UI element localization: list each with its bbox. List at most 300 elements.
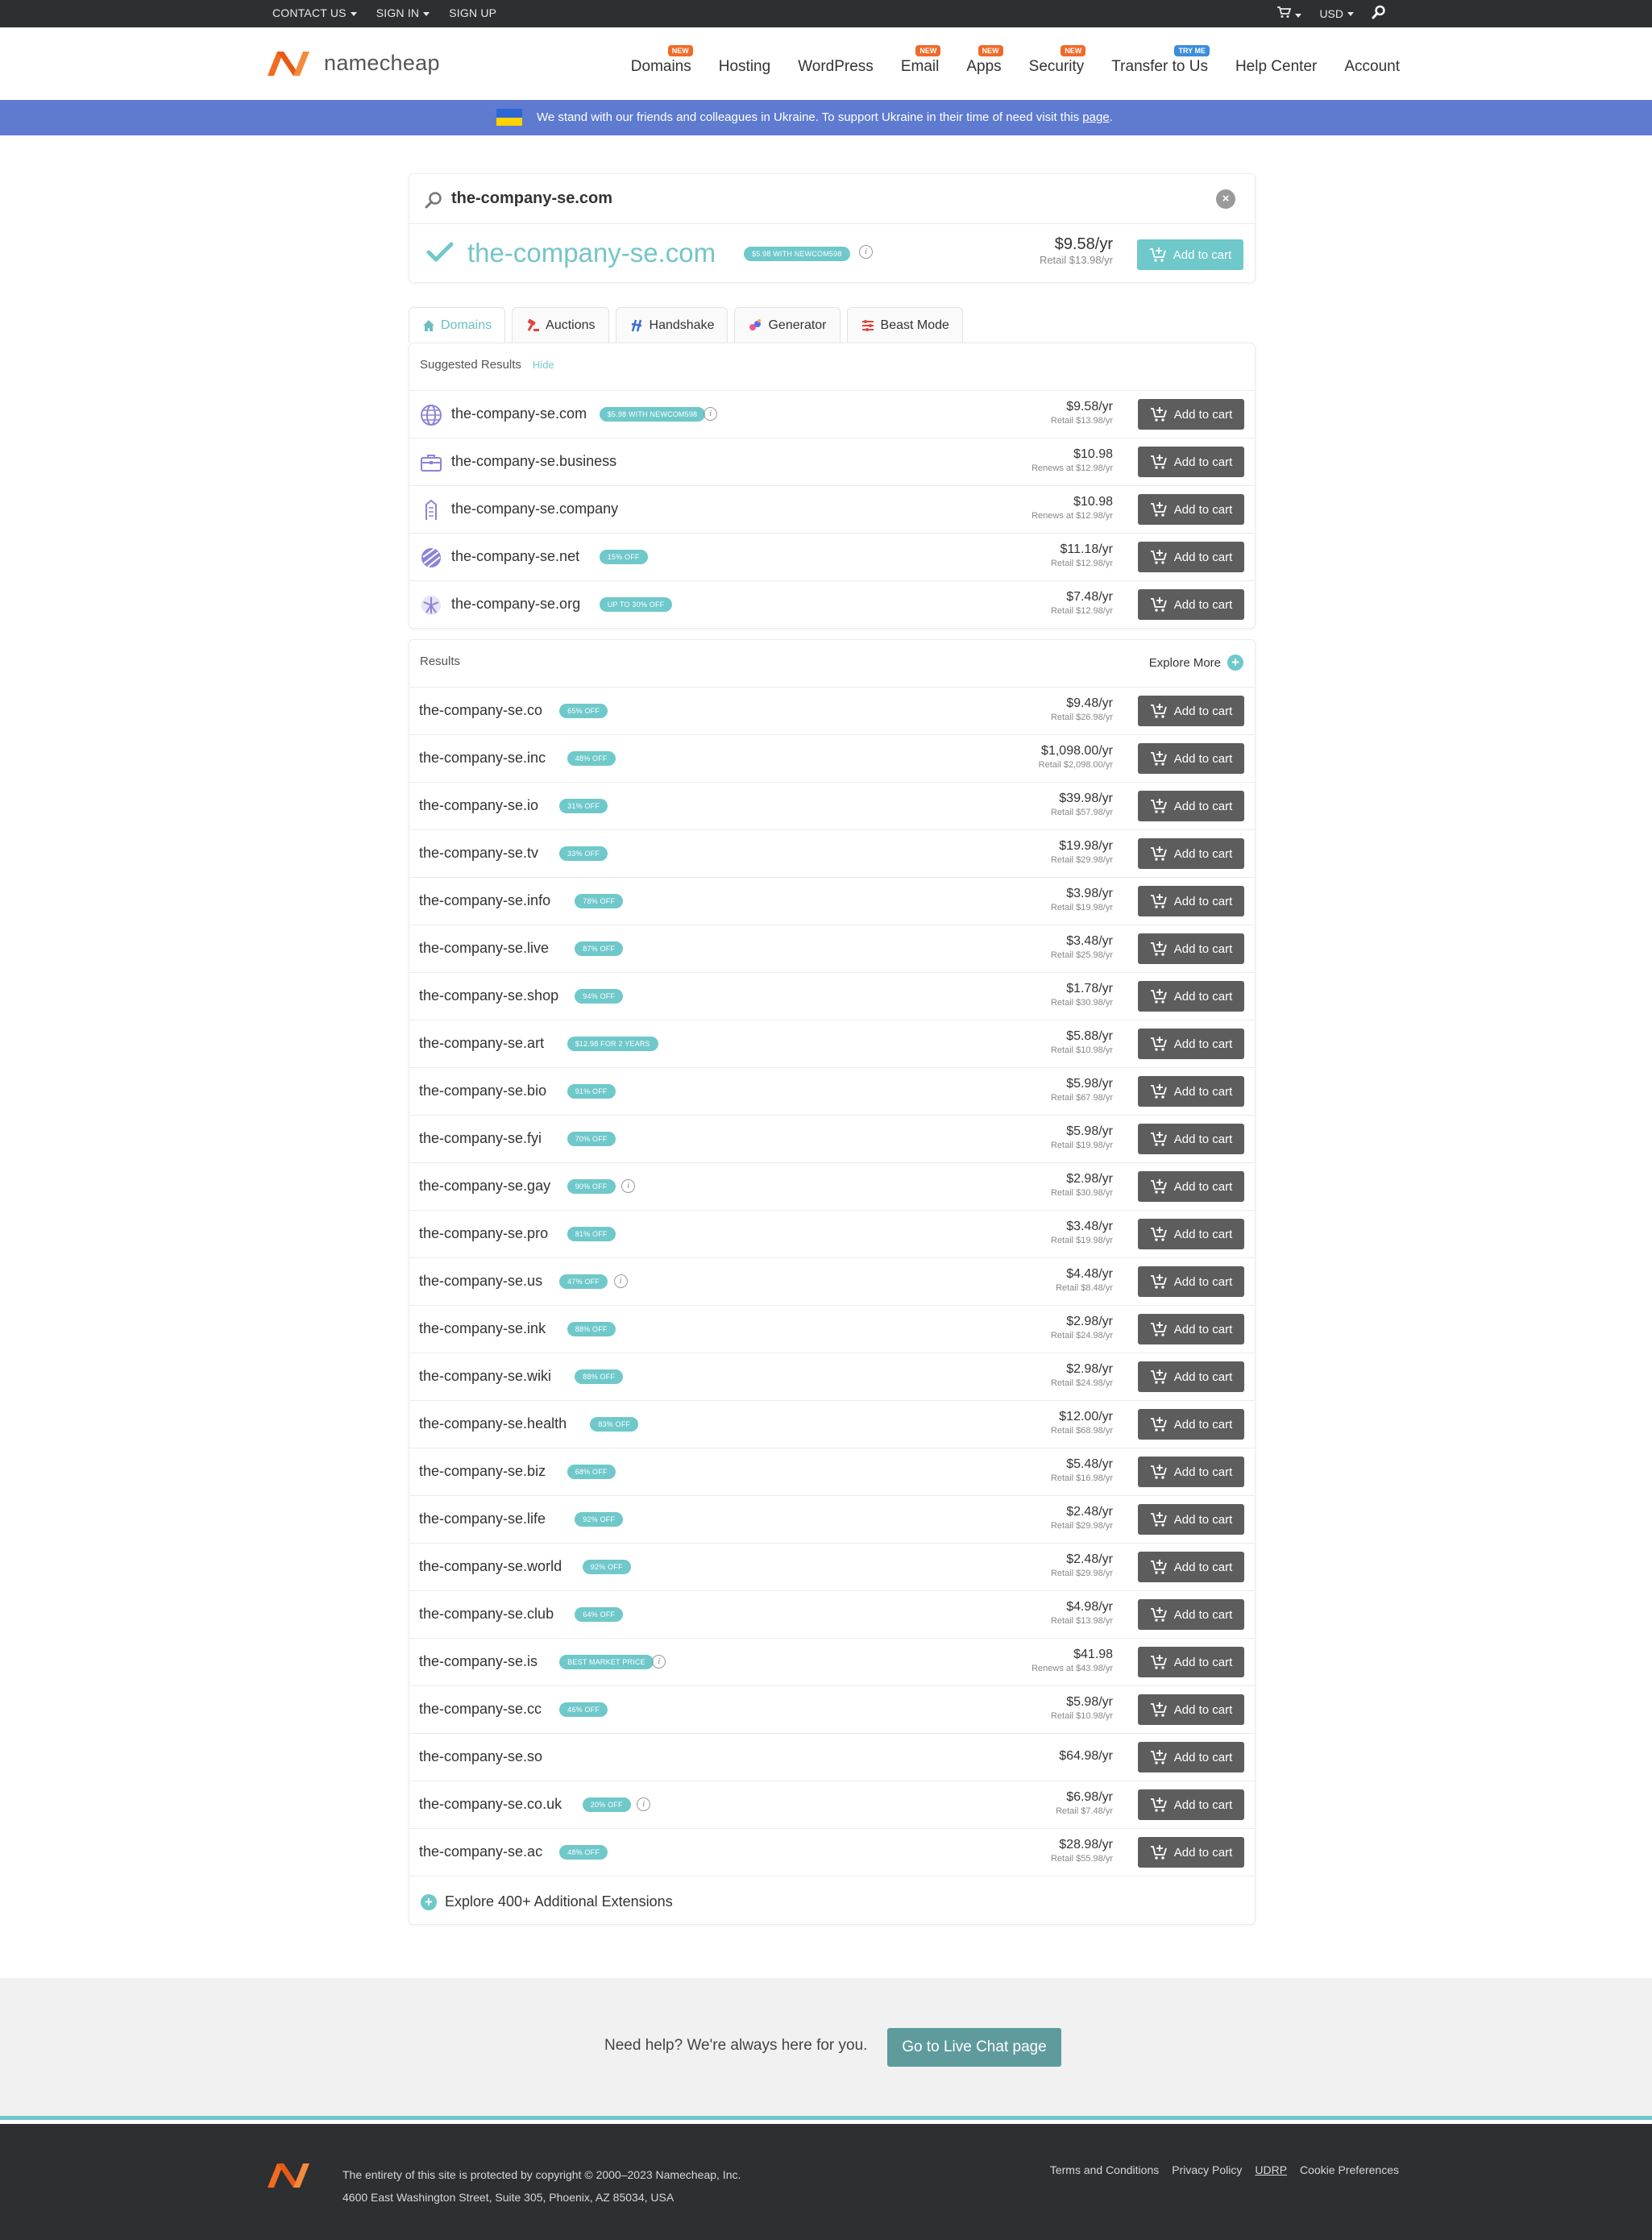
cart-plus-icon	[1150, 798, 1168, 814]
cart-plus-icon	[1150, 1797, 1168, 1813]
cart-plus-icon	[1150, 1274, 1168, 1290]
cart-plus-icon	[1150, 1226, 1168, 1242]
retail-price: Retail $29.98/yr	[1050, 855, 1113, 865]
nav-hosting[interactable]	[719, 58, 770, 76]
domain-result-row	[409, 533, 1255, 580]
domain-name[interactable]: the-company-se.shop	[419, 987, 559, 1004]
tab-domains[interactable]	[409, 307, 505, 343]
cart-plus-icon	[1150, 501, 1168, 517]
price-block	[1039, 744, 1113, 770]
domain-name[interactable]: the-company-se.us	[419, 1273, 543, 1289]
info-icon[interactable]: i	[621, 1179, 635, 1193]
promo-badge: 87% OFF	[575, 941, 623, 956]
briefcase-icon	[419, 451, 443, 475]
promo-badge: 88% OFF	[567, 1322, 616, 1336]
cart-plus-icon	[1150, 750, 1168, 767]
add-to-cart-button[interactable]	[1138, 1361, 1244, 1392]
domain-name[interactable]: the-company-se.health	[419, 1415, 567, 1432]
add-to-cart-button[interactable]	[1138, 542, 1244, 572]
promo-badge: 78% OFF	[575, 894, 623, 908]
nav-label: Transfer to Us	[1111, 58, 1208, 75]
ukraine-banner	[0, 100, 1652, 135]
cart-plus-icon	[1150, 406, 1168, 422]
add-to-cart-button[interactable]	[1138, 981, 1244, 1012]
price: $7.48/yr	[1066, 590, 1113, 604]
add-to-cart-button[interactable]	[1138, 791, 1244, 821]
add-to-cart-button[interactable]	[1138, 1219, 1244, 1249]
add-to-cart-label: Add to cart	[1173, 941, 1233, 956]
nav-account[interactable]	[1344, 58, 1400, 76]
price-block	[1051, 1172, 1113, 1198]
add-to-cart-button[interactable]	[1138, 696, 1244, 726]
domain-name[interactable]: the-company-se.art	[419, 1035, 545, 1051]
nav-wordpress[interactable]	[798, 58, 874, 76]
add-to-cart-button[interactable]	[1138, 1742, 1244, 1772]
price-block	[1051, 887, 1113, 912]
banner-link[interactable]: page	[1082, 110, 1110, 124]
namecheap-logo-icon	[264, 47, 316, 79]
price: $3.48/yr	[1066, 1220, 1113, 1233]
tab-handshake[interactable]	[616, 307, 728, 343]
add-to-cart-button[interactable]	[1138, 1552, 1244, 1582]
contact-us-menu[interactable]	[272, 6, 357, 19]
domain-result-row	[409, 1115, 1255, 1162]
add-to-cart-button[interactable]	[1138, 838, 1244, 869]
nav-badge: NEW	[978, 45, 1003, 56]
logo-text: namecheap	[324, 50, 440, 75]
promo-badge: 33% OFF	[559, 846, 608, 861]
info-icon[interactable]: i	[859, 245, 873, 259]
price: $2.98/yr	[1066, 1172, 1113, 1186]
price-block	[1059, 1749, 1113, 1764]
add-to-cart-button[interactable]	[1138, 933, 1244, 964]
price-block	[1051, 400, 1113, 426]
cart-plus-icon	[1150, 454, 1168, 470]
domain-result-row	[409, 580, 1255, 628]
plus-icon: +	[1227, 655, 1243, 671]
domain-result-row	[409, 485, 1255, 533]
price-block	[1051, 1220, 1113, 1245]
add-to-cart-button[interactable]	[1138, 447, 1244, 477]
retail-price: Renews at $43.98/yr	[1031, 1664, 1113, 1673]
add-to-cart-button[interactable]	[1138, 1029, 1244, 1059]
price-block	[1051, 1552, 1113, 1578]
generator-icon	[748, 318, 762, 333]
privacy-link[interactable]: Privacy Policy	[1172, 2163, 1243, 2176]
domain-name[interactable]: the-company-se.live	[419, 940, 550, 956]
help-text: Need help? We're always here for you.	[604, 2037, 868, 2054]
domain-name[interactable]: the-company-se.pro	[419, 1225, 549, 1241]
domain-name[interactable]: the-company-se.gay	[419, 1178, 551, 1194]
price: $39.98/yr	[1059, 792, 1113, 805]
cart-menu[interactable]	[1276, 6, 1301, 21]
domain-result-row	[409, 1685, 1255, 1733]
contact-us-label: CONTACT US	[272, 6, 347, 19]
domain-result-row	[409, 1257, 1255, 1305]
namecheap-logo-icon[interactable]	[264, 2159, 316, 2191]
close-icon: ×	[1222, 192, 1230, 206]
info-icon[interactable]: i	[652, 1655, 666, 1669]
retail-price: Retail $24.98/yr	[1050, 1378, 1113, 1388]
price-block	[1051, 1505, 1113, 1531]
live-chat-button[interactable]: Go to Live Chat page	[887, 2028, 1061, 2067]
price: $10.98	[1073, 447, 1113, 461]
price-block	[1056, 1790, 1113, 1816]
price: $2.98/yr	[1066, 1315, 1113, 1328]
price: $64.98/yr	[1059, 1749, 1113, 1763]
retail-price: Retail $30.98/yr	[1050, 1188, 1113, 1198]
retail-price: Retail $16.98/yr	[1050, 1473, 1113, 1483]
cart-plus-icon	[1150, 549, 1168, 565]
section-title: Results	[420, 655, 461, 668]
domain-name[interactable]: the-company-se.club	[419, 1606, 554, 1622]
gavel-icon	[525, 318, 540, 333]
add-to-cart-button[interactable]	[1138, 1504, 1244, 1535]
site-header	[0, 27, 1652, 100]
add-to-cart-label: Add to cart	[1173, 894, 1233, 908]
tab-generator[interactable]	[734, 307, 840, 343]
add-to-cart-button[interactable]	[1138, 1266, 1244, 1297]
currency-menu[interactable]	[1319, 7, 1354, 20]
price: $3.48/yr	[1066, 934, 1113, 948]
add-to-cart-button[interactable]	[1138, 1124, 1244, 1154]
add-to-cart-button[interactable]	[1138, 399, 1244, 430]
nav-label: Hosting	[718, 58, 771, 75]
promo-badge: 92% OFF	[575, 1512, 623, 1527]
domain-name[interactable]: the-company-se.is	[419, 1653, 538, 1669]
domain-result-row	[409, 1210, 1255, 1257]
retail-price: Retail $10.98/yr	[1050, 1045, 1113, 1055]
globe-icon	[419, 403, 443, 427]
price-block	[1031, 1648, 1113, 1673]
nav-transfer-to-us[interactable]	[1111, 47, 1208, 76]
promo-badge: 83% OFF	[590, 1417, 638, 1432]
domain-result-row	[409, 1305, 1255, 1353]
results-card	[409, 639, 1256, 1925]
cart-plus-icon	[1150, 988, 1168, 1004]
domain-result-row	[409, 1162, 1255, 1210]
add-to-cart-button[interactable]	[1138, 743, 1244, 774]
add-to-cart-button[interactable]	[1138, 1457, 1244, 1487]
price: $5.48/yr	[1066, 1457, 1113, 1471]
cart-plus-icon	[1150, 893, 1168, 909]
nav-badge: NEW	[1061, 45, 1085, 56]
nav-email[interactable]	[900, 47, 940, 76]
cart-plus-icon	[1149, 247, 1167, 263]
domain-name[interactable]: the-company-se.co.uk	[419, 1796, 562, 1812]
promo-badge: 88% OFF	[575, 1369, 623, 1384]
nav-label: Account	[1344, 58, 1400, 75]
price: $9.48/yr	[1066, 696, 1113, 710]
top-search-button[interactable]	[1372, 5, 1386, 22]
cart-plus-icon	[1150, 1416, 1168, 1432]
cart-plus-icon	[1150, 1654, 1168, 1670]
domain-result-row	[409, 438, 1255, 485]
domain-name[interactable]: the-company-se.fyi	[419, 1130, 542, 1146]
nav-security[interactable]	[1028, 47, 1085, 76]
price-block	[1051, 1124, 1113, 1150]
promo-badge: 68% OFF	[567, 1465, 616, 1479]
domain-name[interactable]: the-company-se.business	[451, 453, 617, 469]
explore-more-button[interactable]	[1149, 655, 1243, 671]
domain-name[interactable]: the-company-se.io	[419, 797, 539, 813]
nav-badge: NEW	[668, 45, 693, 56]
price-block	[1051, 1315, 1113, 1340]
nav-domains[interactable]	[630, 47, 691, 76]
add-to-cart-button[interactable]	[1138, 1314, 1244, 1344]
sliders-icon	[861, 318, 875, 333]
cart-plus-icon	[1150, 1131, 1168, 1147]
price: $1.78/yr	[1066, 982, 1113, 995]
domain-result-row	[409, 1067, 1255, 1115]
price: $10.98	[1073, 495, 1113, 509]
retail-price: Retail $24.98/yr	[1050, 1331, 1113, 1340]
promo-badge: 70% OFF	[567, 1132, 616, 1146]
exact-match-domain: the-company-se.com	[467, 238, 716, 268]
domain-result-row	[409, 1400, 1255, 1448]
domain-name[interactable]: the-company-se.biz	[419, 1463, 546, 1479]
add-to-cart-button[interactable]	[1138, 589, 1244, 620]
add-to-cart-label: Add to cart	[1173, 597, 1233, 612]
nav-label: WordPress	[798, 58, 874, 75]
promo-badge: 90% OFF	[567, 1179, 616, 1194]
nav-label: Email	[900, 58, 940, 75]
retail-price: Retail $19.98/yr	[1050, 1141, 1113, 1150]
cookie-preferences-link[interactable]: Cookie Preferences	[1300, 2163, 1399, 2176]
add-to-cart-label: Add to cart	[1173, 1417, 1233, 1432]
domain-result-row	[409, 734, 1255, 782]
price: $41.98	[1073, 1648, 1113, 1661]
add-to-cart-button[interactable]	[1138, 494, 1244, 525]
add-to-cart-label: Add to cart	[1173, 1797, 1233, 1812]
domain-result-row	[409, 1448, 1255, 1495]
retail-price: Retail $29.98/yr	[1050, 1569, 1113, 1578]
price-block	[1031, 447, 1113, 473]
add-to-cart-label: Add to cart	[1173, 407, 1233, 422]
retail-price: Retail $26.98/yr	[1050, 713, 1113, 722]
sign-in-menu[interactable]	[376, 6, 430, 19]
price: $2.98/yr	[1066, 1362, 1113, 1376]
price: $3.98/yr	[1066, 887, 1113, 900]
price: $2.48/yr	[1066, 1552, 1113, 1566]
cart-plus-icon	[1150, 1321, 1168, 1337]
price: $12.00/yr	[1059, 1410, 1113, 1423]
domain-name[interactable]: the-company-se.company	[451, 501, 619, 517]
domain-name[interactable]: the-company-se.life	[419, 1511, 546, 1527]
price-block	[1051, 792, 1113, 817]
domain-result-row	[409, 1638, 1255, 1685]
price-block	[1051, 1077, 1113, 1103]
retail-price: Retail $12.98/yr	[1050, 559, 1113, 568]
domain-result-row	[409, 829, 1255, 877]
cart-plus-icon	[1150, 1606, 1168, 1623]
retail-price: Retail $30.98/yr	[1050, 998, 1113, 1008]
price: $4.98/yr	[1066, 1600, 1113, 1614]
cart-plus-icon	[1150, 596, 1168, 613]
check-icon	[425, 240, 455, 264]
udrp-link[interactable]: UDRP	[1255, 2163, 1288, 2176]
section-title: Suggested Results	[420, 358, 521, 372]
retail-price: Renews at $12.98/yr	[1031, 511, 1113, 521]
retail-price: Retail $10.98/yr	[1050, 1711, 1113, 1721]
domain-result-row	[409, 1828, 1255, 1876]
domain-name[interactable]: the-company-se.cc	[419, 1701, 542, 1717]
cart-plus-icon	[1150, 1702, 1168, 1718]
promo-badge: 31% OFF	[559, 799, 608, 813]
add-to-cart-label: Add to cart	[1173, 751, 1233, 766]
price: $28.98/yr	[1059, 1838, 1113, 1851]
domain-name[interactable]: the-company-se.wiki	[419, 1368, 552, 1384]
search-row	[409, 174, 1255, 224]
cart-plus-icon	[1150, 1749, 1168, 1765]
nav-badge: TRY ME	[1174, 45, 1210, 56]
suggested-results-card	[409, 343, 1256, 629]
promo-badge: 92% OFF	[583, 1560, 631, 1574]
domain-result-row	[409, 687, 1255, 734]
site-footer	[0, 2124, 1652, 2240]
search-card	[409, 173, 1256, 283]
suggested-results-header	[420, 358, 554, 372]
add-to-cart-label: Add to cart	[1173, 550, 1233, 564]
tab-label: Domains	[441, 318, 492, 332]
info-icon[interactable]: i	[637, 1797, 650, 1811]
add-to-cart-button[interactable]	[1137, 239, 1243, 270]
domain-result-row	[409, 1543, 1255, 1590]
terms-link[interactable]: Terms and Conditions	[1049, 2163, 1160, 2176]
address-text: 4600 East Washington Street, Suite 305, Phoenix, AZ 85034, USA	[342, 2191, 674, 2204]
domain-name[interactable]: the-company-se.net	[451, 548, 580, 564]
nav-label: Help Center	[1235, 58, 1318, 75]
domain-result-row	[409, 925, 1255, 972]
add-to-cart-label: Add to cart	[1173, 455, 1233, 469]
price: $9.58/yr	[1066, 400, 1113, 414]
price-block	[1051, 1362, 1113, 1388]
price-block	[1051, 1029, 1113, 1055]
info-icon[interactable]: i	[614, 1274, 628, 1288]
cart-plus-icon	[1150, 1178, 1168, 1195]
promo-badge: $12.98 FOR 2 YEARS	[567, 1037, 658, 1051]
tab-label: Beast Mode	[880, 318, 949, 332]
price: $5.98/yr	[1066, 1695, 1113, 1709]
tab-label: Auctions	[546, 318, 596, 332]
cart-plus-icon	[1150, 1369, 1168, 1385]
retail-price: Retail $55.98/yr	[1050, 1854, 1113, 1864]
add-to-cart-button[interactable]	[1138, 1837, 1244, 1868]
add-to-cart-label: Add to cart	[1173, 1465, 1233, 1479]
add-to-cart-button[interactable]	[1138, 886, 1244, 916]
retail-price: Retail $8.48/yr	[1056, 1283, 1113, 1293]
retail-price: Retail $68.98/yr	[1050, 1426, 1113, 1436]
domain-result-row	[409, 877, 1255, 925]
nav-apps[interactable]	[966, 47, 1002, 76]
retail-price: Retail $7.48/yr	[1056, 1806, 1113, 1816]
price: $19.98/yr	[1059, 839, 1113, 853]
handshake-icon	[629, 318, 644, 333]
price: $9.58/yr	[1054, 235, 1113, 253]
explore-more-label: Explore More	[1148, 655, 1221, 670]
info-icon[interactable]: i	[704, 407, 717, 421]
domain-result-row	[409, 1020, 1255, 1067]
price-block	[1051, 696, 1113, 722]
namecheap-logo[interactable]	[264, 47, 440, 79]
domain-result-row	[409, 1353, 1255, 1400]
add-to-cart-button[interactable]	[1138, 1599, 1244, 1630]
tab-label: Generator	[768, 318, 827, 332]
price-block	[1051, 934, 1113, 960]
price: $5.98/yr	[1066, 1077, 1113, 1091]
tab-auctions[interactable]	[512, 307, 608, 343]
add-to-cart-label: Add to cart	[1173, 989, 1233, 1004]
tab-beast-mode[interactable]	[847, 307, 963, 343]
add-to-cart-button[interactable]	[1138, 1647, 1244, 1677]
results-header	[420, 655, 460, 668]
domain-name[interactable]: the-company-se.info	[419, 892, 551, 908]
org-icon	[419, 593, 443, 617]
domain-name[interactable]: the-company-se.bio	[419, 1083, 547, 1099]
retail-price: Retail $2,098.00/yr	[1038, 760, 1113, 770]
retail-price: Retail $19.98/yr	[1050, 903, 1113, 912]
price-block	[1051, 1600, 1113, 1626]
domain-name[interactable]: the-company-se.tv	[419, 845, 539, 861]
domain-name[interactable]: the-company-se.ac	[419, 1843, 543, 1860]
price: $5.98/yr	[1066, 1124, 1113, 1138]
building-icon	[419, 498, 443, 522]
help-section	[0, 1978, 1652, 2120]
add-to-cart-button[interactable]	[1138, 1171, 1244, 1202]
price-block	[1051, 839, 1113, 865]
domain-name[interactable]: the-company-se.ink	[419, 1320, 546, 1336]
retail-price: Retail $13.98/yr	[1050, 416, 1113, 426]
explore-additional-extensions[interactable]	[421, 1893, 673, 1910]
retail-price: Retail $29.98/yr	[1050, 1521, 1113, 1531]
domain-name[interactable]: the-company-se.co	[419, 702, 543, 718]
clear-search-button[interactable]	[1216, 189, 1235, 209]
cart-plus-icon	[1150, 1559, 1168, 1575]
search-tabs	[409, 307, 963, 343]
domain-name[interactable]: the-company-se.org	[451, 596, 581, 612]
domain-name[interactable]: the-company-se.inc	[419, 750, 546, 766]
add-to-cart-button[interactable]	[1138, 1789, 1244, 1820]
cart-plus-icon	[1150, 1464, 1168, 1480]
banner-text: We stand with our friends and colleagues in Ukraine. To support Ukraine in their time of need visit this page.	[537, 110, 1113, 124]
domain-name[interactable]: the-company-se.world	[419, 1558, 562, 1574]
price-block	[1051, 590, 1113, 616]
add-to-cart-label: Add to cart	[1173, 1702, 1233, 1717]
domain-result-row	[409, 1781, 1255, 1828]
add-to-cart-label: Add to cart	[1173, 1607, 1233, 1622]
cart-plus-icon	[1150, 941, 1168, 957]
domain-search-input[interactable]	[451, 189, 1096, 208]
cart-plus-icon	[1150, 1036, 1168, 1052]
add-to-cart-label: Add to cart	[1173, 1179, 1233, 1194]
retail-price: Retail $67.98/yr	[1050, 1093, 1113, 1103]
add-to-cart-button[interactable]	[1138, 1409, 1244, 1440]
domain-name[interactable]: the-company-se.so	[419, 1748, 543, 1764]
hide-link[interactable]: Hide	[532, 359, 554, 371]
promo-badge: 48% OFF	[559, 1845, 608, 1860]
price-block	[1051, 542, 1113, 568]
promo-badge: 64% OFF	[575, 1607, 623, 1622]
net-icon	[419, 546, 443, 570]
sign-up-link[interactable]: SIGN UP	[449, 6, 497, 19]
add-to-cart-button[interactable]	[1138, 1694, 1244, 1725]
retail-price: Retail $13.98/yr	[1050, 1616, 1113, 1626]
promo-badge: $5.98 WITH NEWCOM598	[600, 407, 706, 422]
nav-help-center[interactable]	[1235, 58, 1317, 76]
add-to-cart-button[interactable]	[1138, 1076, 1244, 1107]
retail-price: Retail $13.98/yr	[1039, 254, 1113, 266]
domain-name[interactable]: the-company-se.com	[451, 405, 587, 422]
